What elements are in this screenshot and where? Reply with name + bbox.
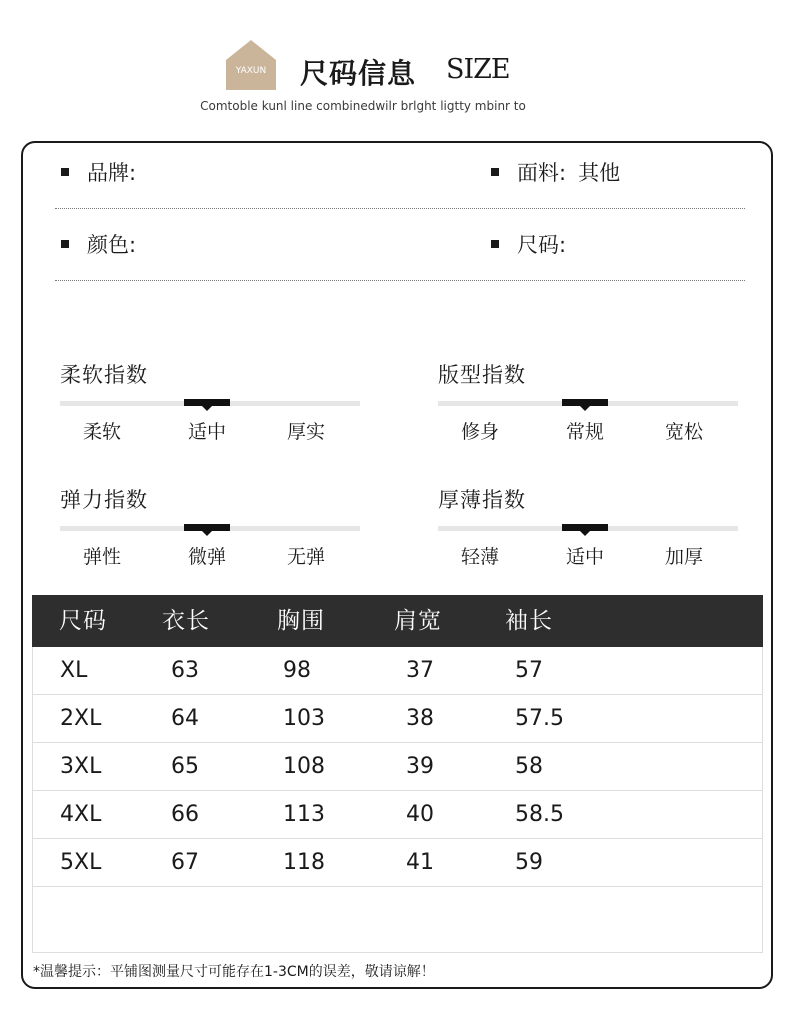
gauge-label: 宽松 [664,421,703,443]
header-cell: 衣长 [162,608,210,634]
table-cell: 37 [406,658,434,683]
page-title: 尺码信息 [300,57,417,90]
table-cell: 38 [406,706,434,731]
header-cell: 肩宽 [394,608,442,634]
page-title-en: SIZE [446,54,510,85]
thickness-gauge [438,484,738,584]
fabric-info [491,152,620,192]
brand-label: 品牌: [87,161,137,185]
table-cell: 2XL [60,706,102,731]
info-row-1 [55,152,745,192]
gauge-indicator [184,399,230,406]
gauge-title: 柔软指数 [60,363,148,387]
table-cell: 58.5 [515,802,564,827]
gauge-label: 微弹 [187,546,226,568]
table-cell: 64 [171,706,199,731]
divider [55,208,745,209]
table-cell: 58 [515,754,543,779]
gauge-label: 弹性 [82,546,121,568]
bullet-square-icon [61,168,69,176]
measurement-note: *温馨提示：平铺图测量尺寸可能存在1-3CM的误差，敬请谅解！ [33,964,435,980]
header-cell: 胸围 [277,608,325,634]
page-header [0,0,790,130]
table-cell: 39 [406,754,434,779]
table-cell: 3XL [60,754,102,779]
gauge-label: 无弹 [286,546,325,568]
color-label: 颜色: [87,233,137,257]
table-cell: 5XL [60,850,102,875]
table-row [33,695,762,743]
table-cell: 57 [515,658,543,683]
table-row [33,839,762,887]
size-info-card [21,141,773,989]
table-cell: 57.5 [515,706,564,731]
gauge-label: 常规 [565,421,604,443]
bullet-square-icon [491,168,499,176]
table-row [33,647,762,695]
table-cell: 63 [171,658,199,683]
bullet-square-icon [61,240,69,248]
gauge-label: 厚实 [286,421,325,443]
table-body [32,647,763,953]
table-cell: 118 [283,850,325,875]
brand-logo [226,40,276,90]
size-label: 尺码: [517,233,567,257]
gauge-label: 修身 [460,421,499,443]
table-row [33,791,762,839]
gauge-track [60,401,360,406]
table-cell: 108 [283,754,325,779]
header-cell: 袖长 [505,608,553,634]
table-header [32,595,763,647]
size-info [491,224,578,264]
table-cell: 41 [406,850,434,875]
table-cell: 59 [515,850,543,875]
gauge-track [438,401,738,406]
table-row [33,743,762,791]
gauge-track [438,526,738,531]
table-cell: 40 [406,802,434,827]
fit-gauge [438,359,738,459]
brand-info [61,152,148,192]
table-cell: 65 [171,754,199,779]
gauge-indicator [562,399,608,406]
table-cell: 103 [283,706,325,731]
gauge-title: 厚薄指数 [438,488,526,512]
gauge-track [60,526,360,531]
gauge-label: 柔软 [82,421,121,443]
divider [55,280,745,281]
gauge-indicator [184,524,230,531]
table-cell: XL [60,658,88,683]
bullet-square-icon [491,240,499,248]
logo-house-icon [226,40,276,90]
table-cell: 113 [283,802,325,827]
gauge-indicator [562,524,608,531]
table-cell: 98 [283,658,311,683]
header-cell: 尺码 [59,608,107,634]
gauge-label: 轻薄 [460,546,499,568]
gauge-label: 加厚 [664,546,703,568]
color-info [61,224,148,264]
gauge-label: 适中 [187,421,226,443]
fabric-label: 面料: [517,161,567,185]
logo-text: YAXUN [235,66,267,76]
table-cell: 66 [171,802,199,827]
gauge-title: 版型指数 [438,363,526,387]
page-subtitle: Comtoble kunl line combinedwilr brlght ligtty mbinr to [200,99,526,113]
table-cell: 67 [171,850,199,875]
elasticity-gauge [60,484,360,584]
gauge-label: 适中 [565,546,604,568]
gauge-title: 弹力指数 [60,488,148,512]
softness-gauge [60,359,360,459]
table-cell: 4XL [60,802,102,827]
info-row-2 [55,224,745,264]
fabric-value: 其他 [578,161,621,185]
